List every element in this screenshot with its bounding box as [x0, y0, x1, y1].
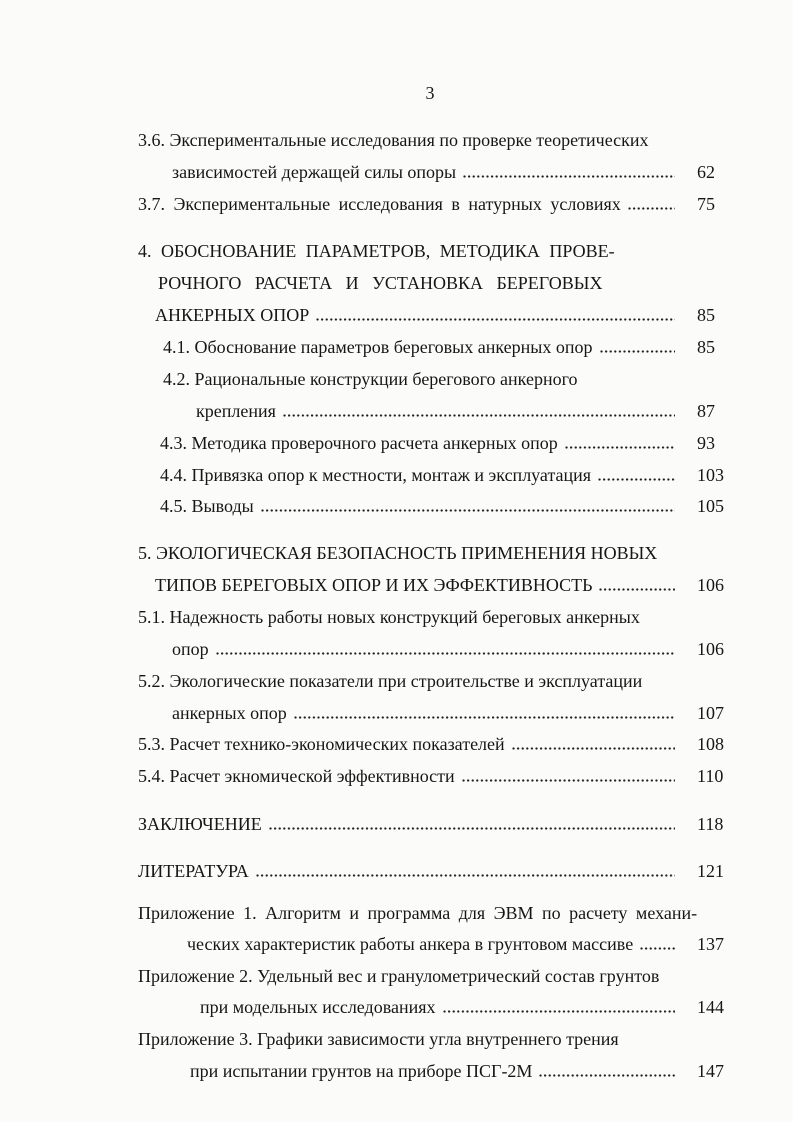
dot-leader	[256, 874, 675, 877]
toc-entry	[196, 400, 737, 422]
toc-entry	[187, 933, 737, 955]
toc-entry	[155, 304, 737, 326]
toc-entry-title: анкерных опор	[172, 703, 287, 723]
toc-entry	[172, 702, 737, 724]
toc-entry	[160, 432, 737, 454]
toc-entry	[160, 464, 737, 486]
toc-line	[138, 129, 649, 151]
dot-leader	[628, 207, 675, 210]
toc-entry	[138, 765, 737, 787]
toc-entry-title: при модельных исследованиях	[200, 997, 436, 1017]
toc-line-text: Приложение 2. Удельный вес и гранулометрический состав грунтов	[138, 966, 660, 986]
dot-leader	[283, 414, 675, 417]
toc-entry-title: АНКЕРНЫХ ОПОР	[155, 305, 310, 325]
toc-entry-title: ческих характеристик работы анкера в грунтовом массиве	[187, 934, 634, 954]
toc-entry	[155, 574, 737, 596]
toc-line-text: 4. ОБОСНОВАНИЕ ПАРАМЕТРОВ, МЕТОДИКА ПРОВЕ-	[138, 241, 615, 261]
toc-entry	[138, 733, 737, 755]
dot-leader	[598, 478, 675, 481]
toc-entry-title: 4.5. Выводы	[160, 496, 254, 516]
toc-page-number: 93	[697, 433, 715, 453]
toc-entry-title: 3.7. Экспериментальные исследования в натурных условиях	[138, 194, 621, 214]
toc-entry-title: при испытании грунтов на приборе ПСГ-2М	[190, 1061, 533, 1081]
toc-line	[138, 606, 640, 628]
dot-leader	[316, 318, 675, 321]
toc-entry-title: 4.3. Методика проверочного расчета анкерных опор	[160, 433, 558, 453]
toc-entry-title: крепления	[196, 401, 276, 421]
toc-line	[138, 1028, 619, 1050]
toc-page-number: 118	[697, 814, 724, 834]
dot-leader	[539, 1074, 675, 1077]
toc-line-text: Приложение 3. Графики зависимости угла внутреннего трения	[138, 1029, 619, 1049]
toc-entry-title: опор	[172, 639, 209, 659]
toc-line	[163, 368, 578, 390]
toc-entry	[160, 495, 737, 517]
toc-line	[138, 670, 642, 692]
toc-entry	[163, 336, 737, 358]
toc-line-text: 4.2. Рациональные конструкции берегового анкерного	[163, 369, 578, 389]
toc-page-number: 62	[697, 162, 715, 182]
toc-page-number: 144	[697, 997, 724, 1017]
dot-leader	[261, 509, 675, 512]
toc-page-number: 85	[697, 337, 715, 357]
dot-leader	[463, 175, 675, 178]
toc-line-text: Приложение 1. Алгоритм и программа для ЭВМ по расчету механи-	[138, 903, 698, 923]
toc-page-number: 110	[697, 766, 724, 786]
toc-entry	[190, 1060, 737, 1082]
toc-page-number: 147	[697, 1061, 724, 1081]
toc-page-number: 121	[697, 861, 724, 881]
toc-entry	[138, 813, 737, 835]
toc-entry	[200, 996, 737, 1018]
dot-leader	[599, 588, 675, 591]
toc-page-number: 87	[697, 401, 715, 421]
toc-entry-title: 5.3. Расчет технико-экономических показателей	[138, 734, 505, 754]
toc-line-text: РОЧНОГО РАСЧЕТА И УСТАНОВКА БЕРЕГОВЫХ	[158, 273, 603, 293]
dot-leader	[216, 652, 675, 655]
toc-entry-title: 4.1. Обоснование параметров береговых анкерных опор	[163, 337, 593, 357]
toc-page-number: 108	[697, 734, 724, 754]
toc-entry	[172, 638, 737, 660]
toc-line-text: 5.2. Экологические показатели при строительстве и эксплуатации	[138, 671, 643, 691]
toc-line-text: 5. ЭКОЛОГИЧЕСКАЯ БЕЗОПАСНОСТЬ ПРИМЕНЕНИЯ НОВЫХ	[138, 543, 658, 563]
page-number: 3	[425, 83, 435, 103]
toc-line-text: 5.1. Надежность работы новых конструкций береговых анкерных	[138, 607, 640, 627]
dot-leader	[269, 827, 675, 830]
dot-leader	[640, 947, 675, 950]
toc-entry-title: 5.4. Расчет экномической эффективности	[138, 766, 455, 786]
dot-leader	[512, 747, 675, 750]
toc-line	[138, 965, 659, 987]
toc-page-number: 106	[697, 575, 724, 595]
dot-leader	[443, 1010, 675, 1013]
dot-leader	[600, 350, 675, 353]
toc-line-text: 3.6. Экспериментальные исследования по проверке теоретических	[138, 130, 649, 150]
toc-entry	[172, 161, 737, 183]
toc-entry-title: ТИПОВ БЕРЕГОВЫХ ОПОР И ИХ ЭФФЕКТИВНОСТЬ	[155, 575, 593, 595]
toc-chapter-heading	[138, 542, 657, 564]
toc-chapter-heading	[158, 272, 602, 294]
dot-leader	[294, 716, 675, 719]
toc-entry-title: ЗАКЛЮЧЕНИЕ	[138, 814, 262, 834]
toc-entry	[138, 193, 737, 215]
toc-page-number: 75	[697, 194, 715, 214]
toc-chapter-heading	[138, 240, 615, 262]
toc-entry-title: ЛИТЕРАТУРА	[138, 861, 249, 881]
dot-leader	[565, 446, 675, 449]
toc-page-number: 85	[697, 305, 715, 325]
toc-entry	[138, 860, 737, 882]
dot-leader	[462, 779, 675, 782]
toc-line	[138, 902, 697, 924]
toc-page-number: 105	[697, 496, 724, 516]
toc-entry-title: 4.4. Привязка опор к местности, монтаж и эксплуатация	[160, 465, 592, 485]
toc-page-number: 137	[697, 934, 724, 954]
toc-page-number: 103	[697, 465, 724, 485]
toc-page-number: 107	[697, 703, 724, 723]
toc-page-number: 106	[697, 639, 724, 659]
toc-entry-title: зависимостей держащей силы опоры	[172, 162, 457, 182]
